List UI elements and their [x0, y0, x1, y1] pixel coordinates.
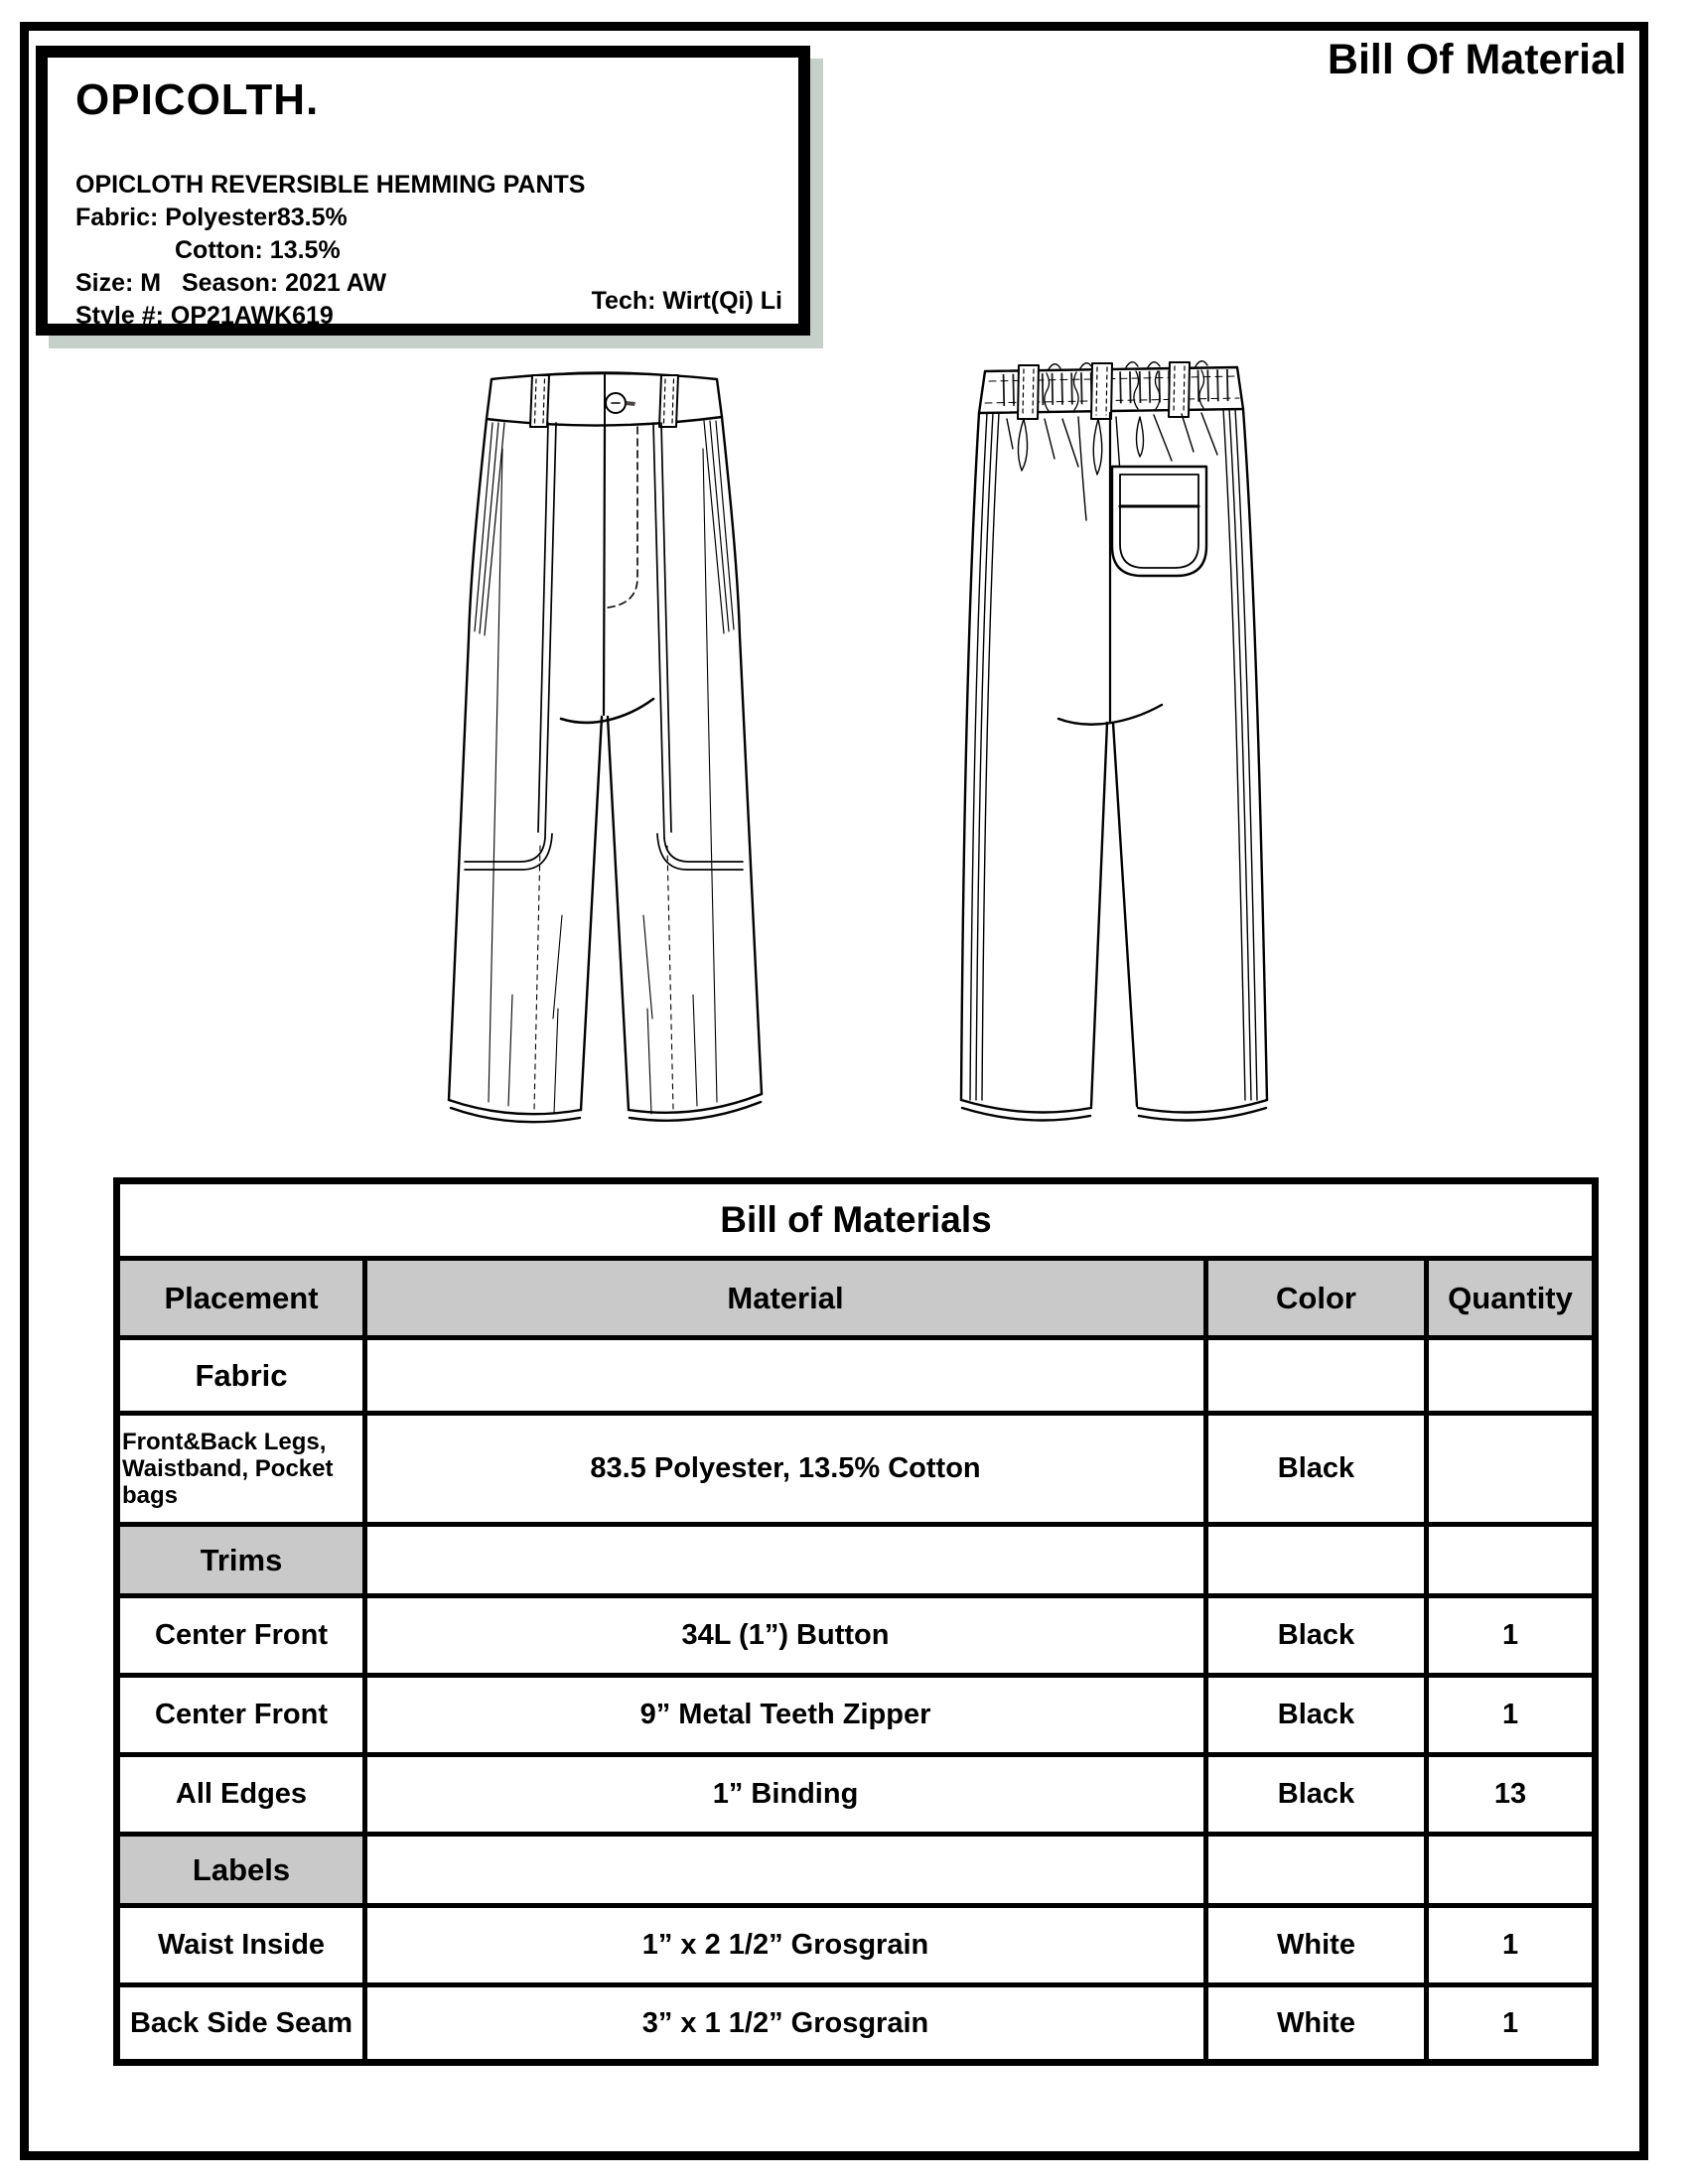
column-header-color: Color: [1206, 1259, 1427, 1338]
cell-color: Black: [1206, 1596, 1427, 1676]
cell-quantity: 1: [1427, 1596, 1596, 1676]
table-row: [117, 1676, 1596, 1755]
cell-material: 3” x 1 1/2” Grosgrain: [365, 1985, 1206, 2063]
cell-color: [1206, 1835, 1427, 1906]
cell-material: 34L (1”) Button: [365, 1596, 1206, 1676]
front-hems: [449, 1094, 762, 1122]
cell-placement: Waist Inside: [117, 1906, 365, 1985]
table-row: [117, 1906, 1596, 1985]
column-header-quantity: Quantity: [1427, 1259, 1596, 1338]
table-row: [117, 1755, 1596, 1835]
page-title: Bill Of Material: [1327, 36, 1626, 83]
fabric-content-line: Fabric: Polyester83.5%: [75, 204, 348, 231]
cell-color: [1206, 1525, 1427, 1596]
cell-quantity: 1: [1427, 1906, 1596, 1985]
cell-quantity: [1427, 1835, 1596, 1906]
column-header-material: Material: [365, 1259, 1206, 1338]
cell-color: [1206, 1338, 1427, 1414]
cell-quantity: [1427, 1525, 1596, 1596]
cell-placement: Back Side Seam: [117, 1985, 365, 2063]
cell-material: 9” Metal Teeth Zipper: [365, 1676, 1206, 1755]
pants-front-view-drawing: [443, 363, 765, 1140]
table-row-labels-section: [117, 1835, 1596, 1906]
style-summary: [75, 169, 585, 333]
cell-color: Black: [1206, 1676, 1427, 1755]
front-right-outseam: [722, 417, 762, 1094]
tech-designer-label: Tech: Wirt(Qi) Li: [591, 287, 782, 315]
size-season-line: Size: M Season: 2021 AW: [75, 269, 387, 297]
front-left-outseam: [449, 419, 487, 1100]
cell-material: 83.5 Polyester, 13.5% Cotton: [365, 1414, 1206, 1525]
column-header-placement: Placement: [117, 1259, 365, 1338]
style-number-line: Style #: OP21AWK619: [75, 302, 334, 330]
cell-placement: All Edges: [117, 1755, 365, 1835]
back-pocket: [1112, 467, 1206, 576]
table-row-trims-section: [117, 1525, 1596, 1596]
cell-color: Black: [1206, 1755, 1427, 1835]
cell-material: [365, 1525, 1206, 1596]
bom-table: [113, 1177, 1592, 2066]
brand-logo-text: OPICOLTH.: [75, 75, 320, 124]
cell-placement: Center Front: [117, 1596, 365, 1676]
cell-quantity: [1427, 1338, 1596, 1414]
fabric-content-line2: Cotton: 13.5%: [175, 236, 341, 264]
cell-placement: Labels: [117, 1835, 365, 1906]
table-header-row: [117, 1259, 1596, 1338]
title-card: [36, 46, 810, 336]
cell-material: [365, 1338, 1206, 1414]
table-row-fabric-section: [117, 1338, 1596, 1414]
cell-quantity: 1: [1427, 1676, 1596, 1755]
cell-placement: Front&Back Legs, Waistband, Pocket bags: [117, 1414, 365, 1525]
cell-color: White: [1206, 1985, 1427, 2063]
cell-placement: Trims: [117, 1525, 365, 1596]
back-hems: [961, 1100, 1267, 1121]
table-row: [117, 1414, 1596, 1525]
cell-placement: Fabric: [117, 1338, 365, 1414]
front-fly-stitch: [608, 427, 637, 608]
table-title-row: [117, 1181, 1596, 1259]
cell-quantity: 1: [1427, 1985, 1596, 2063]
cell-placement: Center Front: [117, 1676, 365, 1755]
product-name: OPICLOTH REVERSIBLE HEMMING PANTS: [75, 171, 586, 199]
cell-color: Black: [1206, 1414, 1427, 1525]
table-row: [117, 1596, 1596, 1676]
pants-back-view-drawing: [951, 357, 1275, 1138]
table-title: Bill of Materials: [117, 1181, 1596, 1259]
cell-quantity: [1427, 1414, 1596, 1525]
cell-quantity: 13: [1427, 1755, 1596, 1835]
cell-material: 1” Binding: [365, 1755, 1206, 1835]
cell-color: White: [1206, 1906, 1427, 1985]
table-row: [117, 1985, 1596, 2063]
cell-material: [365, 1835, 1206, 1906]
cell-material: 1” x 2 1/2” Grosgrain: [365, 1906, 1206, 1985]
